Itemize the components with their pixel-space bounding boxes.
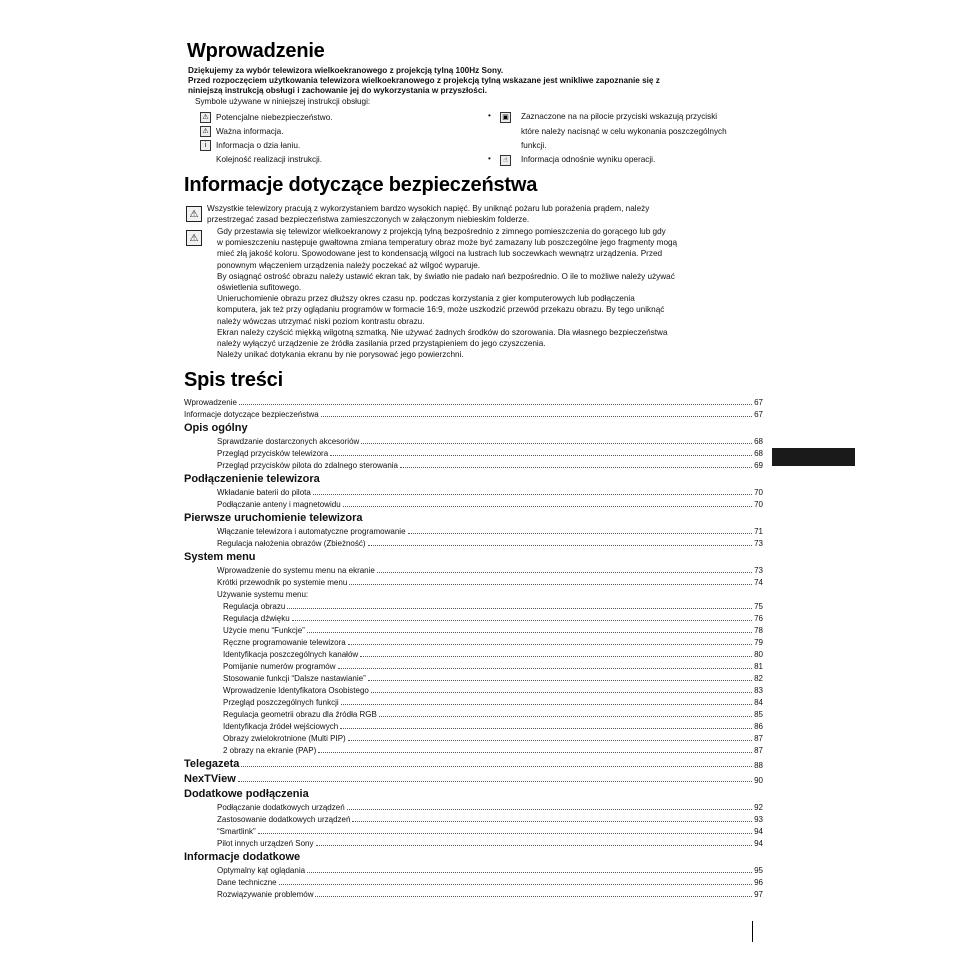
- toc-entry[interactable]: [223, 600, 763, 611]
- toc-entry-label: Identyfikacja poszczególnych kanałów: [223, 650, 359, 659]
- remote-button-icon: ▣: [500, 112, 511, 123]
- toc-entry-label: 2 obrazy na ekranie (PAP): [223, 746, 317, 755]
- toc-entry[interactable]: [217, 537, 763, 548]
- toc-section-heading: Dodatkowe podłączenia: [184, 788, 309, 800]
- toc-page-number: 83: [754, 686, 763, 695]
- toc-entry[interactable]: [217, 498, 763, 509]
- toc-entry[interactable]: [184, 408, 763, 419]
- toc-leader-dots: [307, 872, 752, 873]
- toc-page-number: 82: [754, 674, 763, 683]
- toc-entry-label: Krótki przewodnik po systemie menu: [217, 578, 348, 587]
- safety-line: należy wówczas utrzymać niski poziom kontrastu obrazu.: [217, 316, 425, 326]
- intro-line: Dziękujemy za wybór telewizora wielkoekranowego z projekcją tylną 100Hz Sony.: [188, 66, 504, 75]
- symbol-legend-text: Potencjalne niebezpieczeństwo.: [216, 113, 333, 122]
- toc-leader-dots: [318, 752, 752, 753]
- symbol-legend-text: Ważna informacja.: [216, 127, 284, 136]
- intro-bold-text: [188, 66, 768, 96]
- safety-line: ponownym włączeniem urządzenia należy poczekać aż wilgoć wyparuje.: [217, 260, 481, 270]
- toc-page-number: 84: [754, 698, 763, 707]
- toc-entry[interactable]: [223, 648, 763, 659]
- toc-page-number: 70: [754, 488, 763, 497]
- safety-paragraph-2: [217, 226, 677, 360]
- safety-title: Informacje dotyczące bezpieczeństwa: [184, 174, 538, 196]
- toc-leader-dots: [349, 584, 752, 585]
- toc-section-heading: Informacje dodatkowe: [184, 851, 301, 863]
- warning-triangle-icon: ⚠: [200, 126, 211, 137]
- toc-leader-dots: [330, 455, 752, 456]
- symbols-caption: Symbole używane w niniejszej instrukcji obsługi:: [195, 97, 371, 106]
- toc-entry[interactable]: [217, 576, 763, 587]
- toc-page-number: 86: [754, 722, 763, 731]
- toc-leader-dots: [343, 506, 752, 507]
- toc-leader-dots: [347, 809, 752, 810]
- toc-page-number: 90: [754, 776, 763, 785]
- toc-section-heading: System menu: [184, 551, 256, 563]
- toc-leader-dots: [292, 620, 752, 621]
- toc-leader-dots: [321, 416, 752, 417]
- toc-entry[interactable]: [217, 876, 763, 887]
- safety-paragraph-1: [207, 203, 649, 225]
- toc-leader-dots: [287, 608, 752, 609]
- toc-heading-label: Telegazeta: [184, 758, 240, 770]
- toc-entry-label: Optymalny kąt oglądania: [217, 866, 306, 875]
- toc-entry-label: Rozwiązywanie problemów: [217, 890, 314, 899]
- symbol-legend-text: Kolejność realizacji instrukcji.: [216, 155, 323, 164]
- toc-section-heading: Podłączenienie telewizora: [184, 473, 320, 485]
- toc-leader-dots: [400, 467, 752, 468]
- toc-entry[interactable]: [217, 825, 763, 836]
- symbol-legend-line: Zaznaczone na na pilocie przyciski wskazują przyciski: [521, 112, 718, 121]
- safety-line: Unieruchomienie obrazu przez dłuższy okres czasu np. podczas korzystania z gier komputerowych lub podłączenia: [217, 294, 635, 304]
- toc-leader-dots: [338, 668, 753, 669]
- toc-leader-dots: [307, 632, 752, 633]
- safety-line: Ekran należy czyścić miękką wilgotną szmatką. Nie używać żadnych środków do szorowania. Dla własnego bezpieczeństwa: [217, 327, 668, 337]
- page-edge-rule: [752, 921, 753, 942]
- toc-entry[interactable]: [223, 720, 763, 731]
- toc-page-number: 85: [754, 710, 763, 719]
- toc-entry-label: Podłączanie dodatkowych urządzeń: [217, 803, 345, 812]
- toc-heading-entry[interactable]: [184, 772, 763, 785]
- toc-entry-label: Regulacja geometrii obrazu dla źródła RGB: [223, 710, 377, 719]
- toc-page-number: 78: [754, 626, 763, 635]
- toc-entry-label: Przegląd przycisków pilota do zdalnego sterowania: [217, 461, 398, 470]
- toc-leader-dots: [377, 572, 752, 573]
- toc-entry-label: Regulacja dźwięku: [223, 614, 290, 623]
- toc-page-number: 73: [754, 539, 763, 548]
- safety-line: oświetlenia sufitowego.: [217, 283, 302, 293]
- toc-entry[interactable]: [217, 525, 763, 536]
- toc-entry-label: Identyfikacja źródeł wejściowych: [223, 722, 339, 731]
- toc-leader-dots: [348, 644, 752, 645]
- toc-leader-dots: [352, 821, 752, 822]
- toc-entry[interactable]: [217, 837, 763, 848]
- toc-leader-dots: [361, 443, 752, 444]
- symbol-legend-item: [200, 139, 300, 152]
- toc-entry-label: Wprowadzenie Identyfikatora Osobistego: [223, 686, 369, 695]
- symbol-legend-item: [200, 111, 333, 124]
- toc-entry[interactable]: [223, 660, 763, 671]
- toc-page-number: 97: [754, 890, 763, 899]
- toc-entry-label: Wprowadzenie: [184, 398, 237, 407]
- toc-entry[interactable]: [223, 744, 763, 755]
- toc-entry[interactable]: [217, 564, 763, 575]
- symbol-legend-text: [521, 153, 781, 168]
- toc-page-number: 68: [754, 437, 763, 446]
- toc-page-number: 67: [754, 410, 763, 419]
- toc-entry-label: Stosowanie funkcji “Dalsze nastawianie”: [223, 674, 366, 683]
- toc-page-number: 79: [754, 638, 763, 647]
- warning-triangle-icon: ⚠: [200, 112, 211, 123]
- toc-entry-label: Wkładanie baterii do pilota: [217, 488, 311, 497]
- toc-entry-label: Włączanie telewizora i automatyczne programowanie: [217, 527, 406, 536]
- toc-heading-entry[interactable]: [184, 757, 763, 770]
- toc-leader-dots: [379, 716, 752, 717]
- toc-leader-dots: [341, 704, 752, 705]
- toc-entry-label: Ręczne programowanie telewizora: [223, 638, 346, 647]
- symbol-legend-item: [200, 125, 284, 138]
- toc-page-number: 80: [754, 650, 763, 659]
- intro-line: niniejszą instrukcją obsługi i zachowanie jej do wykorzystania w przyszłości.: [188, 86, 487, 95]
- symbol-legend-text: Informacja o dzia łaniu.: [216, 141, 301, 150]
- safety-line: Wszystkie telewizory pracują z wykorzystaniem bardzo wysokich napięć. By uniknąć pożaru lub porażenia prądem, należy: [207, 204, 650, 213]
- toc-entry-label: Przegląd przycisków telewizora: [217, 449, 329, 458]
- toc-entry-label: Regulacja obrazu: [223, 602, 286, 611]
- safety-line: Gdy przestawia się telewizor wielkoekranowy z projekcją tylną bezpośrednio z zimnego pomieszczenia do gorącego lub gdy: [217, 227, 666, 236]
- toc-entry-label: Regulacja nałożenia obrazów (Zbieżność): [217, 539, 366, 548]
- toc-entry-label: Sprawdzanie dostarczonych akcesoriów: [217, 437, 360, 446]
- toc-page-number: 67: [754, 398, 763, 407]
- toc-entry[interactable]: [223, 624, 763, 635]
- toc-entry[interactable]: [223, 732, 763, 743]
- safety-line: w pomieszczeniu następuje gwałtowna zmiana temperatury obraz może być zamazany lub poszczególne jego fragmenty mogą: [217, 238, 678, 248]
- toc-entry[interactable]: [223, 672, 763, 683]
- toc-entry-label: Obrazy zwielokrotnione (Multi PIP): [223, 734, 346, 743]
- toc-page-number: 87: [754, 746, 763, 755]
- toc-page-number: 96: [754, 878, 763, 887]
- toc-page-number: 88: [754, 761, 763, 770]
- intro-title: Wprowadzenie: [187, 40, 325, 62]
- toc-title: Spis treści: [184, 369, 283, 391]
- toc-entry-label: Zastosowanie dodatkowych urządzeń: [217, 815, 351, 824]
- toc-entry[interactable]: [223, 612, 763, 623]
- warning-triangle-icon: ⚠: [186, 230, 202, 246]
- toc-page-number: 73: [754, 566, 763, 575]
- toc-leader-dots: [241, 766, 752, 767]
- bullet-dot: •: [488, 111, 491, 120]
- safety-line: należy wyłączyć urządzenie ze źródła zasilania przed przystąpieniem do jego czyszczenia.: [217, 339, 546, 349]
- toc-leader-dots: [368, 680, 752, 681]
- toc-leader-dots: [368, 545, 753, 546]
- toc-leader-dots: [239, 404, 752, 405]
- toc-entry[interactable]: [217, 864, 763, 875]
- toc-entry[interactable]: [217, 888, 763, 899]
- toc-entry-label: Podłączanie anteny i magnetowidu: [217, 500, 341, 509]
- toc-leader-dots: [238, 781, 752, 782]
- toc-leader-dots: [313, 494, 752, 495]
- safety-line: By osiągnąć ostrość obrazu należy ustawić ekran tak, by światło nie padało nań bezpośrednio. O ile to możliwe należy używać: [217, 271, 675, 281]
- toc-section-heading: Pierwsze uruchomienie telewizora: [184, 512, 363, 524]
- intro-line: Przed rozpoczęciem użytkowania telewizora wielkoekranowego z projekcją tylną wskazane jest wnikliwe zapoznanie się z: [188, 76, 660, 85]
- symbol-legend-line: które należy nacisnąć w celu wykonania poszczególnych: [521, 126, 727, 136]
- toc-page-number: 68: [754, 449, 763, 458]
- toc-entry[interactable]: [184, 396, 763, 407]
- toc-entry[interactable]: [217, 813, 763, 824]
- safety-line: mieć złą jakość koloru. Spowodowane jest to kondensacją wilgoci na lustrach lub soczewkach wewnątrz urządzenia. Przed: [217, 249, 663, 259]
- toc-entry-label: Użycie menu “Funkcje”: [223, 626, 305, 635]
- toc-entry[interactable]: [217, 447, 763, 458]
- toc-page-number: 93: [754, 815, 763, 824]
- toc-entry[interactable]: [217, 459, 763, 470]
- toc-leader-dots: [348, 740, 752, 741]
- toc-subcaption: [217, 588, 763, 599]
- toc-page-number: 69: [754, 461, 763, 470]
- toc-leader-dots: [408, 533, 753, 534]
- toc-page-number: 76: [754, 614, 763, 623]
- toc-entry[interactable]: [223, 636, 763, 647]
- bullet-dot: •: [488, 154, 491, 163]
- toc-page-number: 94: [754, 827, 763, 836]
- symbol-legend-item: [200, 153, 322, 166]
- toc-page-number: 75: [754, 602, 763, 611]
- toc-entry-label: Wprowadzenie do systemu menu na ekranie: [217, 566, 375, 575]
- info-icon: i: [200, 140, 211, 151]
- toc-entry[interactable]: [217, 486, 763, 497]
- chapter-tab-marker: [772, 448, 855, 466]
- toc-leader-dots: [315, 896, 752, 897]
- toc-page-number: 70: [754, 500, 763, 509]
- toc-page-number: 92: [754, 803, 763, 812]
- symbol-legend-line: funkcji.: [521, 141, 547, 150]
- warning-triangle-icon: ⚠: [186, 206, 202, 222]
- toc-page-number: 94: [754, 839, 763, 848]
- toc-leader-dots: [371, 692, 752, 693]
- toc-leader-dots: [279, 884, 753, 885]
- toc-heading-label: NexTView: [184, 773, 236, 785]
- toc-page-number: 74: [754, 578, 763, 587]
- symbol-legend-line: Informacja odnośnie wyniku operacji.: [521, 155, 656, 164]
- safety-line: przestrzegać zasad bezpieczeństwa zamieszczonych w załączonym niebieskim folderze.: [207, 215, 530, 225]
- toc-page-number: 71: [754, 527, 763, 536]
- toc-page-number: 95: [754, 866, 763, 875]
- toc-entry[interactable]: [217, 801, 763, 812]
- toc-entry-label: Przegląd poszczególnych funkcji: [223, 698, 339, 707]
- toc-entry[interactable]: [217, 435, 763, 446]
- toc-entry-label: “Smartlink”: [217, 827, 256, 836]
- toc-page-number: 81: [754, 662, 763, 671]
- toc-entry[interactable]: [223, 684, 763, 695]
- toc-entry-label: Informacje dotyczące bezpieczeństwa: [184, 410, 319, 419]
- symbol-legend-text: [521, 110, 781, 154]
- safety-line: komputera, jak też przy oglądaniu programów w formacie 16:9, może uszkodzić przewód przekazu obrazu. By tego uniknąć: [217, 305, 665, 315]
- toc-entry[interactable]: [223, 696, 763, 707]
- toc-leader-dots: [360, 656, 752, 657]
- toc-entry-label: Pilot innych urządzeń Sony: [217, 839, 314, 848]
- toc-page-number: 87: [754, 734, 763, 743]
- toc-entry-label: Pomijanie numerów programów: [223, 662, 336, 671]
- safety-line: Należy unikać dotykania ekranu by nie porysować jego powierzchni.: [217, 350, 464, 360]
- toc-leader-dots: [258, 833, 752, 834]
- toc-section-heading: Opis ogólny: [184, 422, 248, 434]
- toc-entry-label: Dane techniczne: [217, 878, 277, 887]
- toc-leader-dots: [340, 728, 752, 729]
- toc-subcaption-label: Używanie systemu menu:: [217, 590, 309, 599]
- hand-pointer-icon: ☝: [500, 155, 511, 166]
- toc-entry[interactable]: [223, 708, 763, 719]
- toc-leader-dots: [316, 845, 753, 846]
